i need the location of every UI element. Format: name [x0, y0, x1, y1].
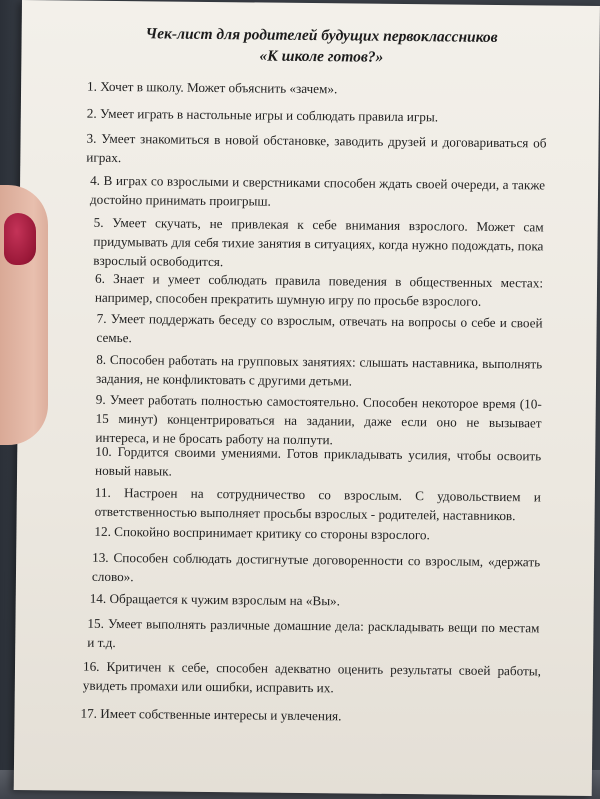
checklist-item-4: 4. В играх со взрослыми и сверстниками способен ждать своей очереди, а также достойно принимать проигрыш. [89, 172, 546, 209]
checklist-item-9: 9. Умеет работать полностью самостоятельно. Способен некоторое время (10-15 минут) концентрироваться на задании, даже если оно не вызывает интереса, и не бросать работу на полпути. [95, 391, 542, 448]
checklist-item-1: 1. Хочет в школу. Может объяснить «зачем». [87, 78, 338, 97]
checklist-item-14: 14. Обращается к чужим взрослым на «Вы». [89, 590, 341, 609]
checklist-item-11: 11. Настроен на сотрудничество со взрослым. С удовольствием и ответственностью выполняет просьбы взрослых - родителей, наставников. [94, 484, 541, 524]
checklist-item-15: 15. Умеет выполнять различные домашние дела: раскладывать вещи по местам и т.д. [87, 615, 540, 651]
checklist-item-5: 5. Умеет скучать, не привлекая к себе внимания взрослого. Может сам придумывать для себя тихие занятия в ситуациях, когда нужно подождать, пока взрослый освободится. [93, 214, 544, 270]
document-title [81, 23, 561, 70]
fingernail [4, 213, 36, 265]
checklist-paper [14, 0, 600, 796]
checklist-item-16: 16. Критичен к себе, способен адекватно оценить результаты своей работы, увидеть промахи или ошибки, исправить их. [82, 658, 542, 696]
checklist-item-17: 17. Имеет собственные интересы и увлечения. [80, 705, 342, 724]
title-line-1: Чек-лист для родителей будущих первоклассников [145, 25, 498, 46]
checklist-item-8: 8. Способен работать на групповых занятиях: слышать наставника, выполнять задания, не конфликтовать с другими детьми. [95, 351, 543, 389]
checklist-item-13: 13. Способен соблюдать достигнутые договоренности со взрослым, «держать слово». [91, 549, 541, 585]
checklist-item-2: 2. Умеет играть в настольные игры и соблюдать правила игры. [86, 105, 439, 125]
title-line-2: «К школе готов?» [259, 47, 384, 66]
checklist-item-12: 12. Спокойно воспринимает критику со стороны взрослого. [94, 523, 430, 543]
checklist-item-6: 6. Знает и умеет соблюдать правила поведения в общественных местах: например, способен прекратить шумную игру по просьбе взрослого. [94, 270, 544, 309]
checklist-item-7: 7. Умеет поддержать беседу со взрослым, отвечать на вопросы о себе и своей семье. [96, 310, 543, 346]
checklist-item-10: 10. Гордится своими умениями. Готов прикладывать усилия, чтобы освоить новый навык. [95, 443, 542, 479]
checklist-item-3: 3. Умеет знакомиться в новой обстановке, заводить друзей и договариваться об играх. [86, 130, 547, 166]
